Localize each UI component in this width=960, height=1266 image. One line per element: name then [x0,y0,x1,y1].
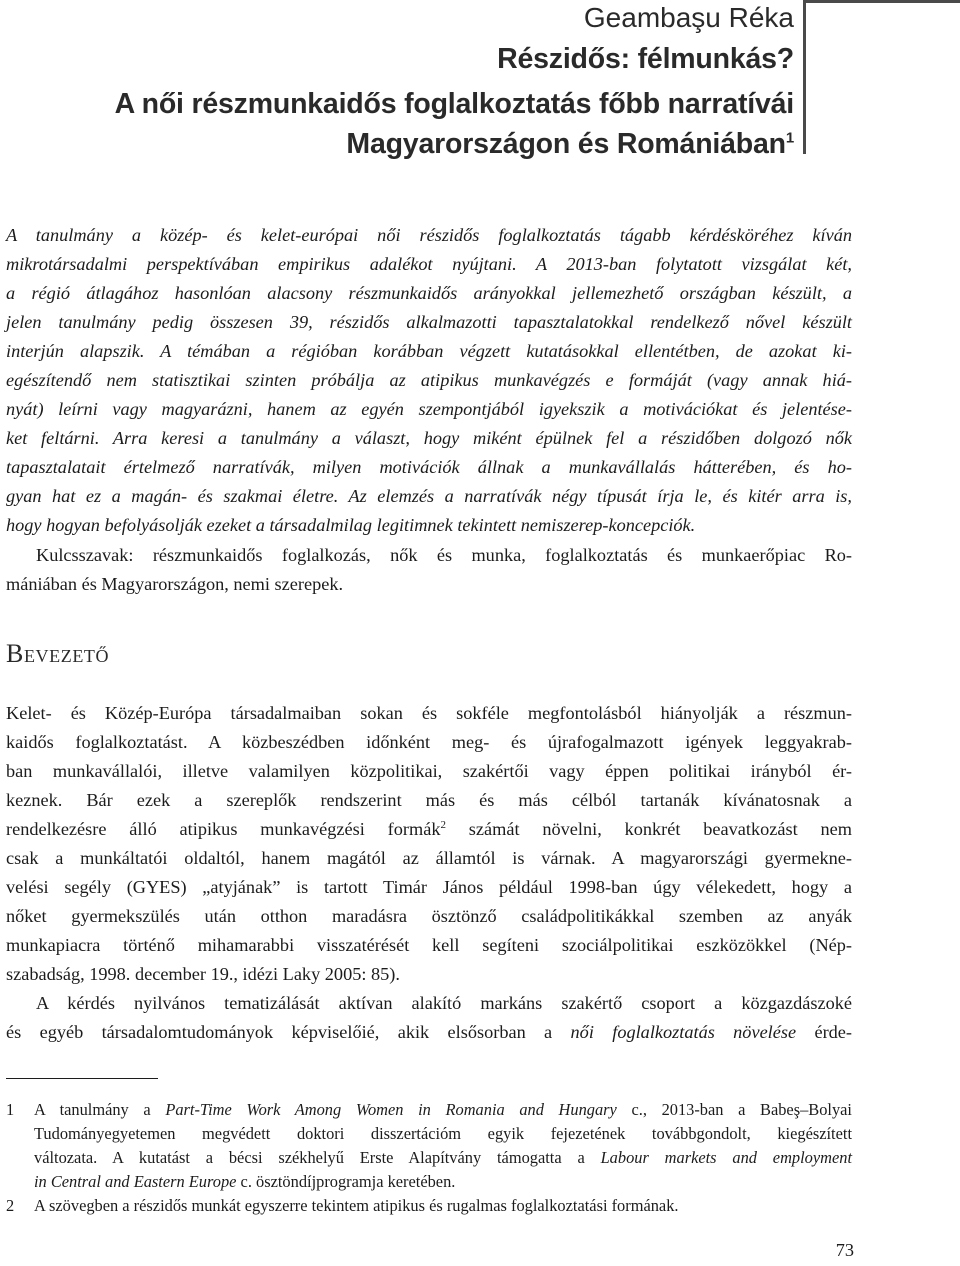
abstract-line: ket feltárni. Arra keresi a tanulmány a választ, hogy miként épülnek fel a részidőben dolgozó nők [6,428,852,448]
abstract-line: A tanulmány a közép- és kelet-európai női részidős foglalkoztatás tágabb kérdésköréhez kíván [6,225,852,245]
footnote-number: 2 [6,1196,15,1215]
footnote-italic: Labour markets and employment [600,1148,852,1167]
abstract-line: hogy hogyan befolyásolják ezeket a társadalmilag legitimnek tekintett nemiszerep-koncepciók. [6,515,696,535]
abstract-line: nyát) leírni vagy magyarázni, hanem az egyén szempontjából igyekszik a motivációkat és jelentése- [6,399,852,419]
footnote-line: A szövegben a részidős munkát egyszerre tekintem atipikus és rugalmas foglalkoztatási formának. [34,1196,679,1215]
footnote-line [34,1098,852,1122]
body-line: csak a munkáltatói oldaltól, hanem magától az államtól is várnak. A magyarországi gyermekne- [6,848,852,868]
body-line: nőket gyermekszülés után otthon maradásra ösztönző családpolitikákkal szemben az anyák [6,906,852,926]
abstract-line: egészítendő nem statisztikai szinten próbálja az atipikus munkavégzés e formáját (vagy annak hiá- [6,370,852,390]
title-footnote-mark[interactable]: 1 [785,129,794,147]
body-emphasis: női foglalkoztatás növelése [570,1022,797,1042]
title-line-2: A női részmunkaidős foglalkoztatás főbb narratívái [114,88,794,120]
corner-decoration-top [803,0,960,3]
footnote-rule [6,1078,158,1079]
abstract-line: jelen tanulmány pedig összesen 39, részidős alkalmazotti tapasztalatokkal rendelkező nővel készült [6,312,852,332]
body-line: A kérdés nyilvános tematizálását aktívan alakító markáns szakértő csoport a közgazdászoké [36,993,852,1013]
footnote-text-span: c. ösztöndíjprogramja keretében. [236,1172,456,1191]
keywords-line-2: mániában és Magyarországon, nemi szerepek. [6,574,344,594]
body-text-span: rendelkezésre álló atipikus munkavégzési formák [6,819,441,839]
footnote-number: 1 [6,1100,15,1119]
abstract-line: mikrotársadalmi perspektívában empirikus adalékot nyújtani. A 2013-ban folytatott vizsgálat két, [6,254,852,274]
body-text-span: érde- [796,1022,853,1042]
abstract-line: interjún alapszik. A témában a régióban korábban végzett kutatásokkal ellentétben, de azokat ki- [6,341,852,361]
body-text-span: és egyéb társadalomtudományok képviselőié, akik elsősorban a [6,1022,571,1042]
body-line: keznek. Bár ezek a szereplők rendszerint más és más célból tartanák kívánatosnak a [6,790,852,810]
footnote-line: Tudományegyetemen megvédett doktori disszertációm egyik fejezetének továbbgondolt, kiegészített [34,1124,852,1143]
body-line: velési segély (GYES) „atyjának” is tartott Timár János például 1998-ban úgy vélekedett, hogy a [6,877,852,897]
page-number: 73 [835,1240,854,1260]
footnote-italic: Part-Time Work Among Women in Romania and Hungary [165,1100,617,1119]
abstract-line: gyan hat ez a magán- és szakmai életre. Az elemzés a narratívák négy típusát írja le, és kitér arra is, [6,486,852,506]
body-line [6,1018,852,1047]
body-line: Kelet- és Közép-Európa társadalmaiban sokan és sokféle megfontolásból hiányolják a részmun- [6,703,852,723]
section-heading: Bevezető [6,639,110,668]
body-line: kaidős foglalkoztatást. A közbeszédben időnként meg- és újrafogalmazott igények leggyakrab- [6,732,852,752]
body-line: ban munkavállalói, illetve valamilyen közpolitikai, szakértői vagy éppen politikai irányból ér- [6,761,852,781]
footnote-line [34,1146,852,1170]
body-text-span: számát növelni, konkrét beavatkozást nem [445,819,852,839]
keywords-line-1: Kulcsszavak: részmunkaidős foglalkozás, nők és munka, foglalkoztatás és munkaerőpiac Ro- [36,545,852,565]
footnote-mark-2[interactable]: 2 [440,818,446,831]
author-name: Geambaşu Réka [583,2,794,33]
footnote-text-span: A tanulmány a [34,1100,166,1119]
title-line-3 [346,128,794,160]
title-line-1: Részidős: félmunkás? [497,43,794,75]
footnote-line [34,1170,852,1194]
body-line: munkapiacra történő mihamarabbi visszatérését kell segíteni szociálpolitikai eszközökkel (Nép- [6,935,852,955]
title-line-3-text: Magyarországon és Romániában [346,128,786,160]
body-line: szabadság, 1998. december 19., idézi Laky 2005: 85). [6,964,400,984]
body-line [6,815,852,844]
abstract-line: a régió átlagához hasonlóan alacsony részmunkaidős arányokkal jellemezhető országban készült, a [6,283,852,303]
abstract-line: tapasztalatait értelmező narratívák, milyen motivációk állnak a munkavállalás hátterében, és ho- [6,457,852,477]
footnote-italic: in Central and Eastern Europe [34,1172,237,1191]
footnote-text-span: változata. A kutatást a bécsi székhelyű Erste Alapítvány támogatta a [34,1148,601,1167]
footnote-text-span: c., 2013-ban a Babeş–Bolyai [616,1100,852,1119]
corner-decoration-side [803,0,806,154]
